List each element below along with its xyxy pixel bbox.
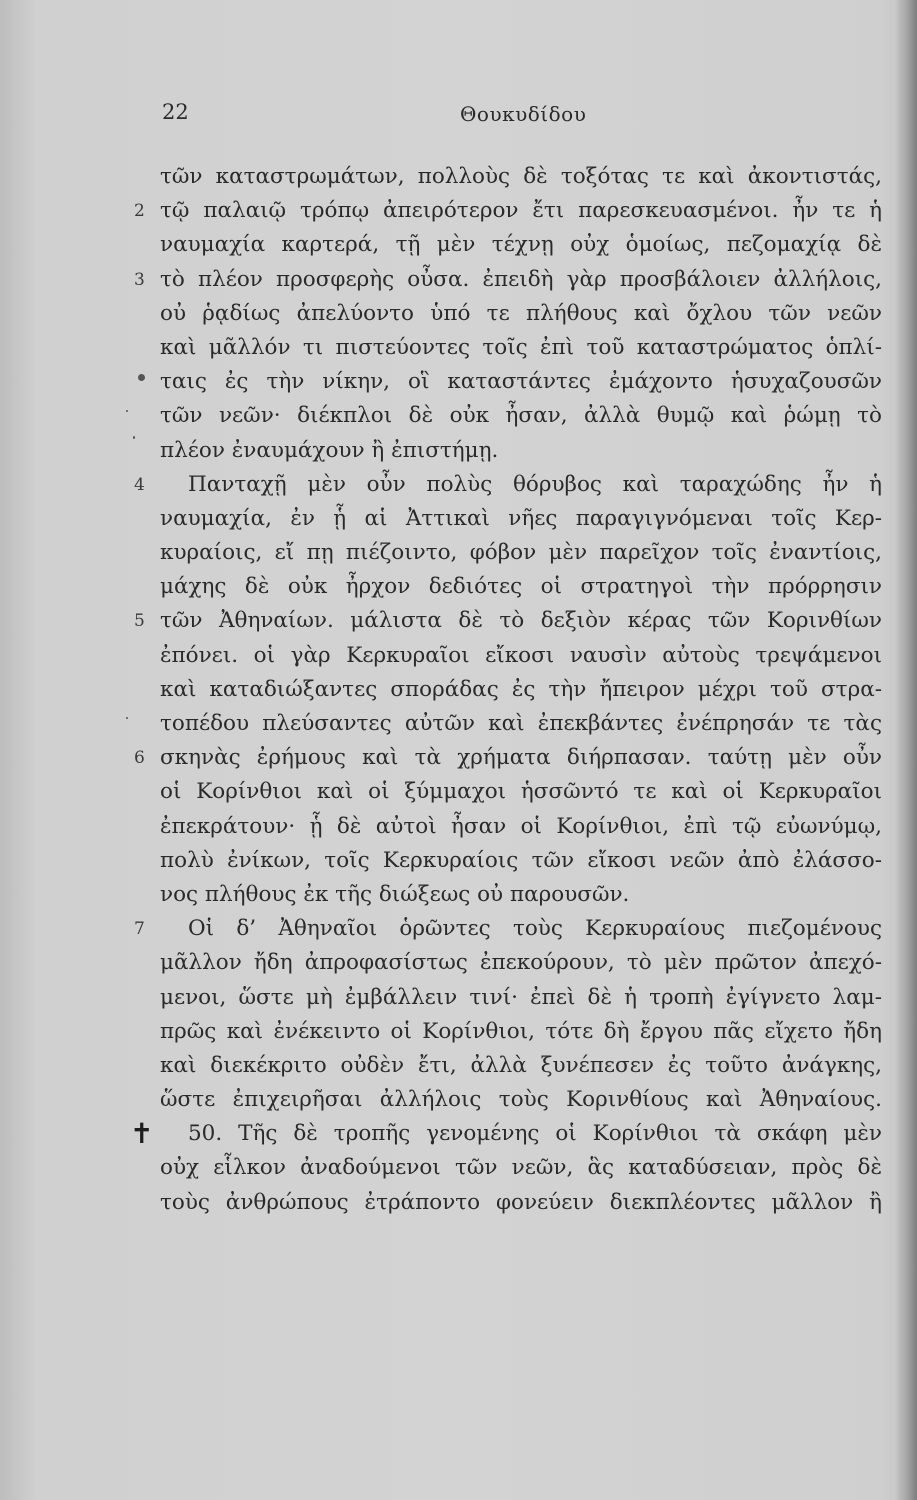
text-line bbox=[160, 1049, 882, 1083]
line-text: ὥστε ἐπιχειρῆσαι ἀλλήλοις τοὺς Κορινθίους καὶ Ἀθηναίους. bbox=[160, 1087, 882, 1113]
line-text: τῶν νεῶν· διέκπλοι δὲ οὐκ ἦσαν, ἀλλὰ θυμῷ καὶ ῥώμῃ τὸ bbox=[160, 403, 882, 429]
text-line bbox=[160, 434, 882, 468]
line-text: οὐχ εἷλκον ἀναδούμενοι τῶν νεῶν, ἃς καταδύσειαν, πρὸς δὲ bbox=[160, 1155, 882, 1181]
text-line bbox=[134, 194, 882, 228]
text-line bbox=[160, 160, 882, 194]
line-text: κυραίοις, εἴ πῃ πιέζοιντο, φόβον μὲν παρεῖχον τοῖς ἐναντίοις, bbox=[160, 540, 882, 566]
line-text: καὶ καταδιώξαντες σποράδας ἐς τὴν ἤπειρον μέχρι τοῦ στρα- bbox=[160, 676, 882, 702]
text-line bbox=[160, 810, 882, 844]
line-text: οἱ Κορίνθιοι καὶ οἱ ξύμμαχοι ἡσσῶντό τε καὶ οἱ Κερκυραῖοι bbox=[160, 779, 882, 805]
line-text: ταις ἐς τὴν νίκην, οἳ καταστάντες ἐμάχοντο ἡσυχαζουσῶν bbox=[160, 369, 882, 395]
text-line bbox=[134, 741, 882, 775]
line-text: ναυμαχία, ἐν ᾗ αἱ Ἀττικαὶ νῆες παραγιγνόμεναι τοῖς Κερ- bbox=[160, 505, 882, 531]
line-text: καὶ μᾶλλόν τι πιστεύοντες τοῖς ἐπὶ τοῦ καταστρώματος ὁπλί- bbox=[160, 334, 882, 360]
body-text bbox=[130, 160, 882, 1220]
text-line bbox=[160, 775, 882, 809]
line-text: σκηνὰς ἐρήμους καὶ τὰ χρήματα διήρπασαν. ταύτῃ μὲν οὖν bbox=[160, 745, 882, 771]
text-line bbox=[134, 468, 882, 502]
text-line bbox=[160, 365, 882, 399]
line-text: τοπέδου πλεύσαντες αὐτῶν καὶ ἐπεκβάντες ἐνέπρησάν τε τὰς bbox=[160, 711, 882, 736]
line-text: πολὺ ἐνίκων, τοῖς Κερκυραίοις τῶν εἴκοσι νεῶν ἀπὸ ἐλάσσο- bbox=[160, 847, 882, 873]
line-text: πλέον ἐναυμάχουν ἢ ἐπιστήμῃ. bbox=[160, 437, 499, 463]
text-line bbox=[160, 502, 882, 536]
line-text: νος πλήθους ἐκ τῆς διώξεως οὐ παρουσῶν. bbox=[160, 881, 630, 907]
line-text: ναυμαχία καρτερά, τῇ μὲν τέχνῃ οὐχ ὁμοίως, πεζομαχίᾳ δὲ bbox=[160, 232, 882, 258]
line-text: μάχης δὲ οὐκ ἦρχον δεδιότες οἱ στρατηγοὶ τὴν πρόρρησιν bbox=[160, 574, 882, 600]
text-line bbox=[160, 1083, 882, 1117]
line-text: τοὺς ἀνθρώπους ἐτράποντο φονεύειν διεκπλέοντες μᾶλλον ἢ bbox=[160, 1189, 882, 1215]
text-line bbox=[134, 604, 882, 638]
page-number: 22 bbox=[162, 100, 189, 124]
section-number: 6 bbox=[134, 748, 145, 769]
line-text: τῷ παλαιῷ τρόπῳ ἀπειρότερον ἔτι παρεσκευασμένοι. ἦν τε ἡ bbox=[160, 198, 882, 224]
text-line bbox=[160, 570, 882, 604]
text-line bbox=[160, 536, 882, 570]
pencil-cross-mark: ✝ bbox=[130, 1117, 154, 1151]
text-line bbox=[160, 844, 882, 878]
line-text: τὸ πλέον προσφερὴς οὖσα. ἐπειδὴ γὰρ προσβάλοιεν ἀλλήλοις, bbox=[160, 266, 882, 292]
text-line bbox=[160, 673, 882, 707]
text-line bbox=[160, 946, 882, 980]
section-number: 4 bbox=[134, 474, 145, 495]
text-line bbox=[160, 228, 882, 262]
text-line bbox=[134, 263, 882, 297]
ink-speck bbox=[126, 717, 128, 719]
text-line bbox=[160, 878, 882, 912]
line-text: ἐπόνει. οἱ γὰρ Κερκυραῖοι εἴκοσι ναυσὶν αὐτοὺς τρεψάμενοι bbox=[160, 642, 882, 668]
text-line bbox=[160, 1186, 882, 1220]
section-number: 7 bbox=[134, 919, 145, 940]
text-line bbox=[130, 1117, 882, 1151]
spine-shadow bbox=[895, 0, 917, 1500]
line-text: καὶ διεκέκριτο οὐδὲν ἔτι, ἀλλὰ ξυνέπεσεν ἐς τοῦτο ἀνάγκης, bbox=[160, 1052, 882, 1078]
line-text: 50. Τῆς δὲ τροπῆς γενομένης οἱ Κορίνθιοι τὰ σκάφη μὲν bbox=[188, 1121, 882, 1147]
text-line bbox=[134, 912, 882, 946]
line-text: τῶν Ἀθηναίων. μάλιστα δὲ τὸ δεξιὸν κέρας τῶν Κορινθίων bbox=[160, 608, 882, 634]
line-text: οὐ ῥᾳδίως ἀπελύοντο ὑπό τε πλήθους καὶ ὄχλου τῶν νεῶν bbox=[160, 300, 882, 326]
text-line bbox=[160, 707, 882, 741]
text-line bbox=[160, 297, 882, 331]
section-number: 3 bbox=[134, 269, 145, 290]
section-number: 5 bbox=[134, 611, 145, 632]
text-line bbox=[160, 981, 882, 1015]
ink-speck bbox=[138, 374, 145, 381]
text-line bbox=[160, 399, 882, 433]
line-text: μενοι, ὥστε μὴ ἐμβάλλειν τινί· ἐπεὶ δὲ ἡ τροπὴ ἐγίγνετο λαμ- bbox=[160, 984, 882, 1010]
text-line bbox=[160, 1151, 882, 1185]
line-text: τῶν καταστρωμάτων, πολλοὺς δὲ τοξότας τε καὶ ἀκοντιστάς, bbox=[160, 164, 882, 189]
line-text: Πανταχῇ μὲν οὖν πολὺς θόρυβος καὶ ταραχώδης ἦν ἡ bbox=[188, 471, 882, 497]
running-title: Θουκυδίδου bbox=[460, 102, 587, 126]
line-text: ἐπεκράτουν· ᾗ δὲ αὐτοὶ ἦσαν οἱ Κορίνθιοι, ἐπὶ τῷ εὐωνύμῳ, bbox=[160, 813, 882, 839]
text-line bbox=[160, 639, 882, 673]
line-text: πρῶς καὶ ἐνέκειντο οἱ Κορίνθιοι, τότε δὴ ἔργου πᾶς εἴχετο ἤδη bbox=[160, 1018, 882, 1044]
ink-speck bbox=[133, 436, 135, 439]
text-line bbox=[160, 1015, 882, 1049]
ink-speck bbox=[126, 410, 128, 412]
line-text: μᾶλλον ἤδη ἀπροφασίστως ἐπεκούρουν, τὸ μὲν πρῶτον ἀπεχό- bbox=[160, 950, 882, 976]
section-number: 2 bbox=[134, 201, 145, 222]
page-header bbox=[160, 100, 880, 130]
text-line bbox=[160, 331, 882, 365]
line-text: Οἱ δ’ Ἀθηναῖοι ὁρῶντες τοὺς Κερκυραίους πιεζομένους bbox=[188, 916, 882, 942]
